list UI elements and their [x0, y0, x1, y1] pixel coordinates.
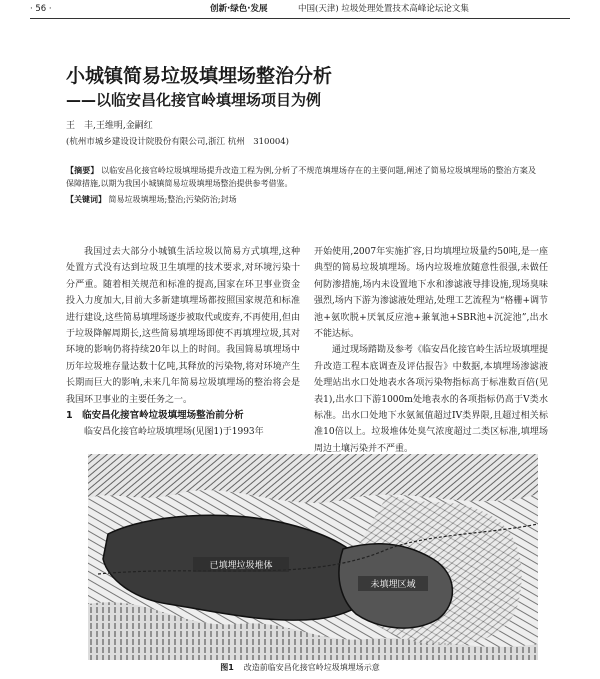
body-paragraph: 我国过去大部分小城镇生活垃圾以简易方式填埋,这种处置方式没有达到垃圾卫生填埋的技术要求,对环境污染十分严重。随着相关规范和标准的提高,国家在环卫事业资金投入力度加大,目前大多新建填埋场都按照国家规范和标准进行建设,这些简易填埋场逐步被取代或废弃,不再使用,但由于垃圾降解周期长,这些简易填埋场即使不再填埋垃圾,其对环境的影响仍将持续20年以上的时间。我国简易填埋场中历年垃圾堆存量达数十亿吨,其释放的污染物,将对环境产生长期而巨大的影响,未来几年简易垃圾填埋场的整治将会是我国环卫事业的主要任务之一。 — [66, 247, 300, 405]
abstract-label: 【摘要】 — [66, 166, 99, 175]
body-paragraph: 开始使用,2007年实施扩容,日均填埋垃圾量约50吨,是一座典型的简易垃圾填埋场。场内垃圾堆放随意性很强,未做任何防渗措施,场内未设置地下水和渗滤液导排设施,现场臭味强烈,场内下游为渗滤液处理站,处理工艺流程为“格栅+调节池+氨吹脱+厌氧反应池+兼氧池+SBR池+沉淀池”,出水不能达标。 — [314, 247, 548, 340]
running-header — [30, 0, 570, 19]
landfill-site-map — [88, 454, 538, 660]
figure-caption — [0, 662, 600, 674]
author-list: 王 丰,王维明,金嗣红 — [66, 121, 153, 131]
conference-slogan: 创新·绿色·发展 — [210, 4, 268, 14]
section-heading: 1 临安昌化接官岭垃圾填埋场整治前分析 — [66, 410, 244, 422]
body-column-left — [66, 244, 300, 440]
body-column-right — [314, 244, 548, 457]
unfilled-area-label: 未填埋区域 — [370, 580, 416, 590]
author-affiliation: (杭州市城乡建设设计院股份有限公司,浙江 杭州 310004) — [66, 137, 289, 147]
filled-area-label: 已填埋垃圾堆体 — [209, 561, 273, 571]
abstract — [66, 164, 536, 190]
abstract-text: 以临安昌化接官岭垃圾填埋场提升改造工程为例,分析了不规范填埋场存在的主要问题,阐述了简易垃圾填埋场的整治方案及保障措施,以期为我国小城镇简易垃圾填埋场整治提供参考借鉴。 — [66, 166, 536, 188]
landfill-site-figure — [88, 454, 538, 660]
page-number: · 56 · — [30, 4, 52, 14]
keywords-text: 简易垃圾填埋场;整治;污染防治;封场 — [108, 195, 237, 204]
article-subtitle: ——以临安昌化接官岭填埋场项目为例 — [66, 91, 322, 109]
body-paragraph: 临安昌化接官岭垃圾填埋场(见图1)于1993年 — [84, 427, 264, 438]
figure-number: 图1 — [220, 663, 234, 672]
figure-caption-text: 改造前临安昌化接官岭垃圾填埋场示意 — [243, 663, 380, 672]
body-paragraph: 通过现场踏勘及参考《临安昌化接官岭生活垃圾填埋提升改造工程本底调查及评估报告》中数据,本填埋场渗滤液处理站出水口处地表水各项污染物指标高于标准数百倍(见表1),出水口下游1000m处地表水的各项指标仍高于V类水标准。出水口处地下水氨氮值超过IV类界限,且超过相关标准10倍以上。垃圾堆体处臭气浓度超过二类区标准,填埋场周边土壤污染并不严重。 — [314, 345, 549, 454]
keywords-label: 【关键词】 — [66, 195, 106, 204]
collection-title: 中国(天津) 垃圾处理处置技术高峰论坛论文集 — [298, 4, 469, 14]
article-title: 小城镇简易垃圾填埋场整治分析 — [66, 65, 333, 87]
keywords — [66, 194, 237, 206]
